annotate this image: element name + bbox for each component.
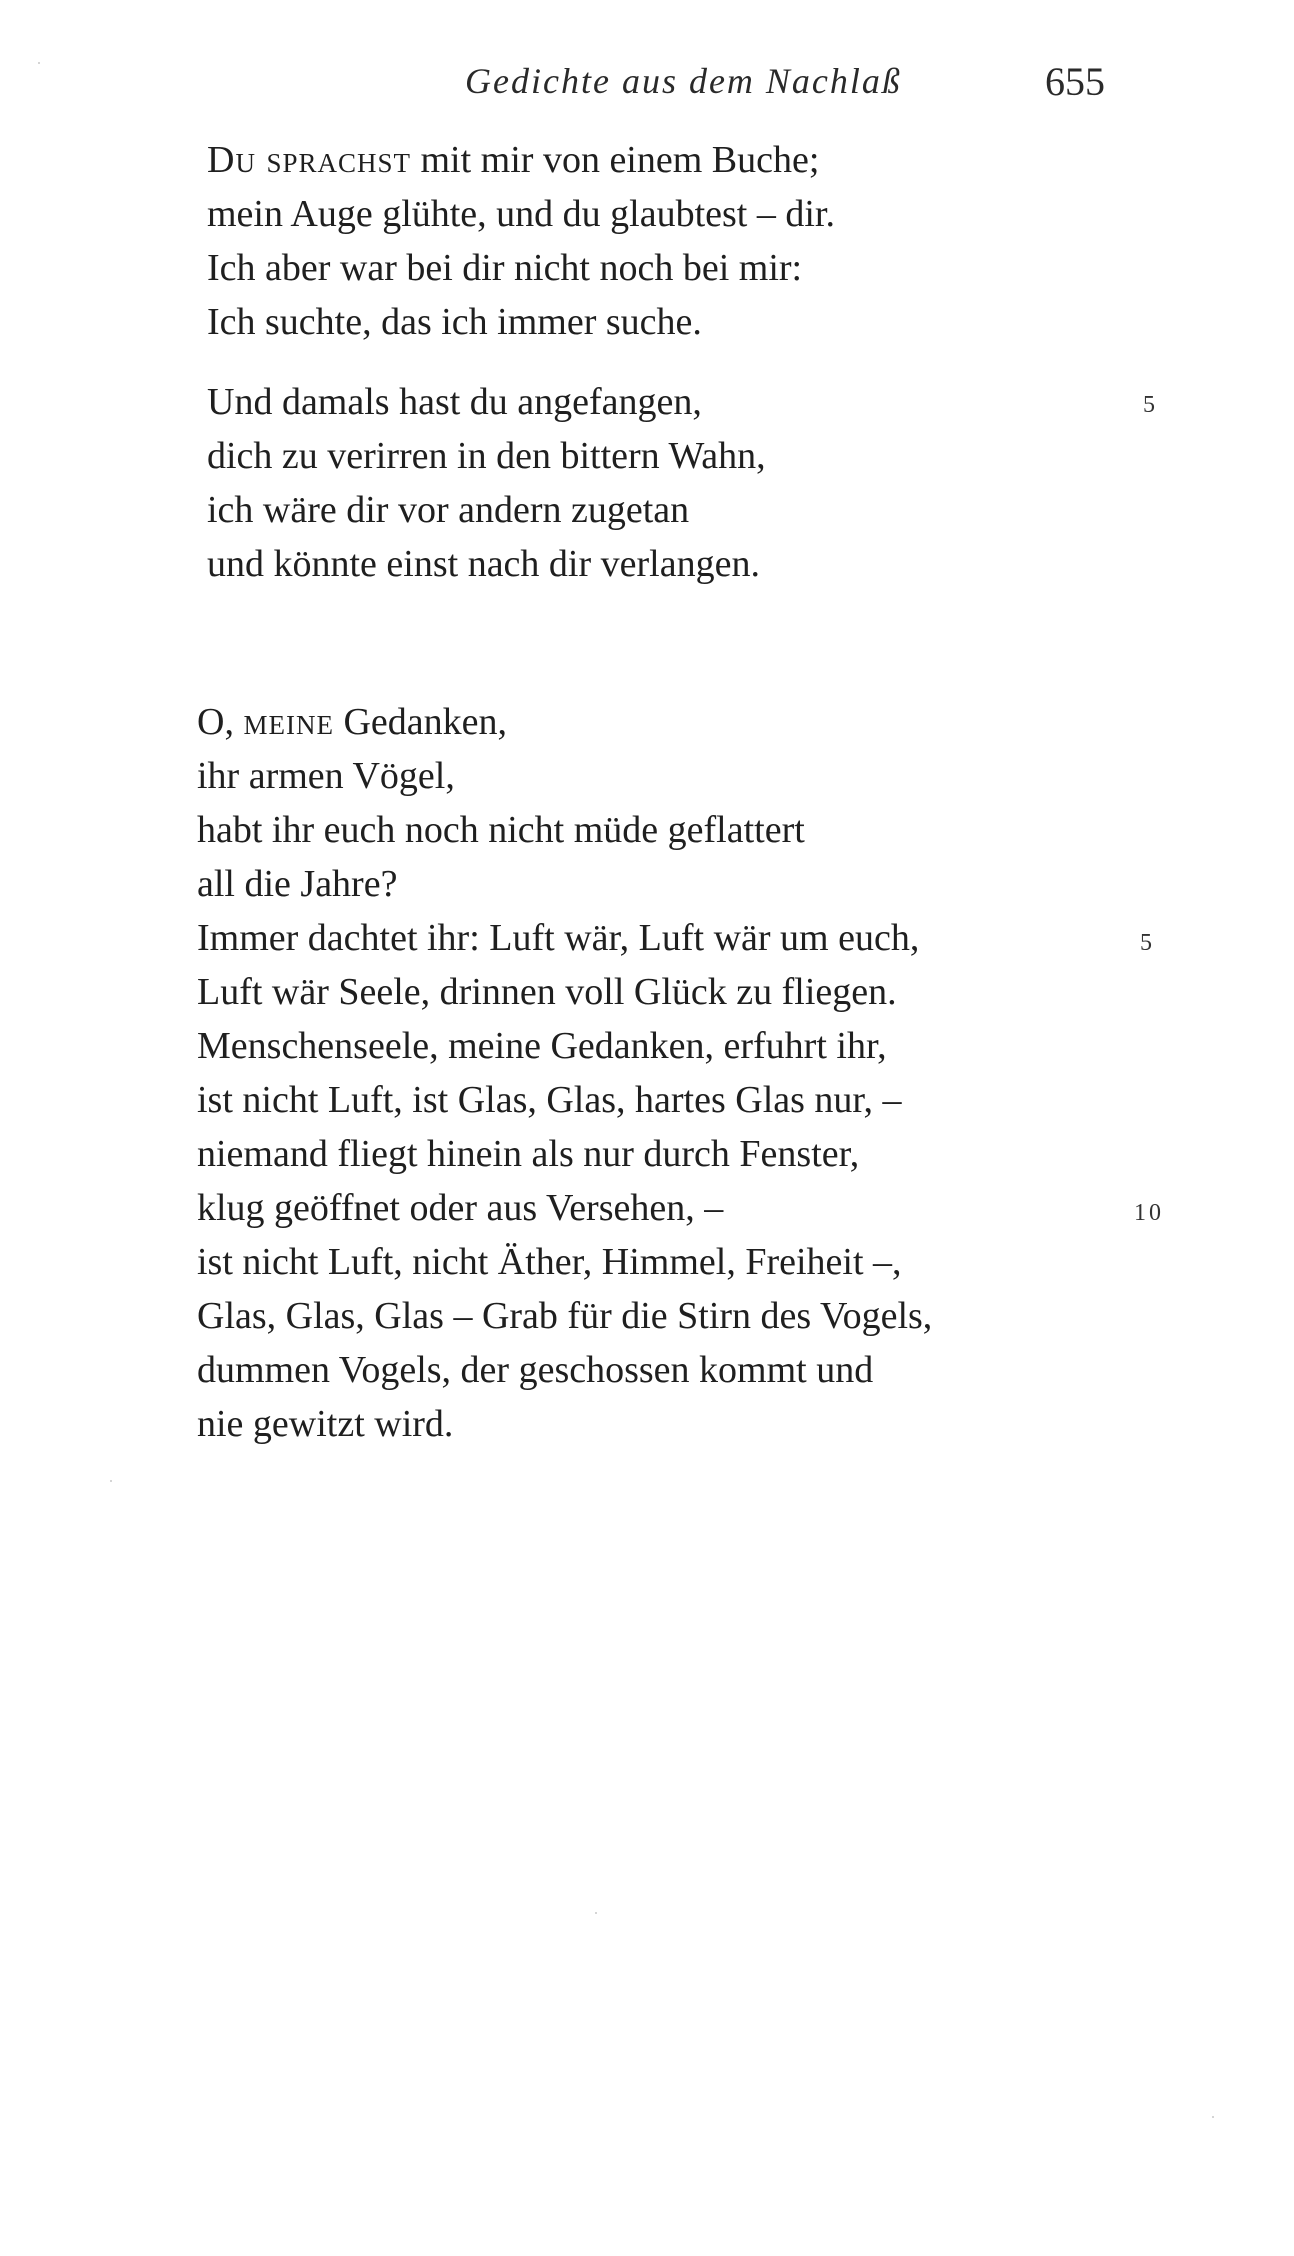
line-text: klug geöffnet oder aus Versehen, – [197,1187,724,1229]
line-text: Luft wär Seele, drinnen voll Glück zu fliegen. [197,971,897,1013]
poem-line [0,970,1294,1022]
line-text: Menschenseele, meine Gedanken, erfuhrt ihr, [197,1025,887,1067]
poem-line [0,380,1294,432]
scan-speck [110,1480,112,1482]
poem-line [0,192,1294,244]
poem-line [0,1186,1294,1238]
line-text: ihr armen Vögel, [197,755,455,797]
line-text: Ich aber war bei dir nicht noch bei mir: [207,247,803,289]
line-number: 5 [1143,392,1155,418]
poem-line [0,488,1294,540]
poem-line [0,700,1294,752]
scan-speck [38,62,40,64]
line-text: Ich suchte, das ich immer suche. [207,301,702,343]
line-text: und könnte einst nach dir verlangen. [207,543,760,585]
scan-speck [1212,2116,1214,2118]
poem-line [0,542,1294,594]
line-text: all die Jahre? [197,863,398,905]
poem-line [0,1348,1294,1400]
poem-line [0,808,1294,860]
page-header [0,52,1294,112]
scan-speck [595,1912,597,1914]
line-text: nie gewitzt wird. [197,1403,454,1445]
poem-line [0,434,1294,486]
poem-line [0,300,1294,352]
poem-line [0,1240,1294,1292]
poem-line [0,1402,1294,1454]
line-number: 10 [1134,1200,1164,1226]
poem-line [0,754,1294,806]
running-title: Gedichte aus dem Nachlaß [465,61,902,101]
line-text: habt ihr euch noch nicht müde geflattert [197,809,805,851]
line-text: Gedanken, [333,701,507,743]
line-text: dich zu verirren in den bittern Wahn, [207,435,766,477]
line-text: ich wäre dir vor andern zugetan [207,489,690,531]
line-text: dummen Vogels, der geschossen kommt und [197,1349,874,1391]
line-text: Immer dachtet ihr: Luft wär, Luft wär um euch, [197,917,920,959]
opening-text: O, [197,701,244,743]
line-text: niemand fliegt hinein als nur durch Fenster, [197,1133,860,1175]
line-text: Und damals hast du angefangen, [207,381,702,423]
poem-line [0,1024,1294,1076]
line-text: ist nicht Luft, nicht Äther, Himmel, Freiheit –, [197,1241,902,1283]
poem-line [0,246,1294,298]
poem-line [0,1294,1294,1346]
line-text: mit mir von einem Buche; [411,139,820,181]
poem-line [0,862,1294,914]
line-text: mein Auge glühte, und du glaubtest – dir. [207,193,835,235]
poem-line [0,138,1294,190]
poem-line [0,1078,1294,1130]
line-text: ist nicht Luft, ist Glas, Glas, hartes Glas nur, – [197,1079,902,1121]
page-number: 655 [1045,59,1105,104]
poem-line [0,916,1294,968]
line-text: Glas, Glas, Glas – Grab für die Stirn des Vogels, [197,1295,933,1337]
poem-line [0,1132,1294,1184]
line-number: 5 [1140,930,1152,956]
opening-small-caps: Du sprachst [207,139,411,181]
opening-small-caps: meine [243,701,334,743]
